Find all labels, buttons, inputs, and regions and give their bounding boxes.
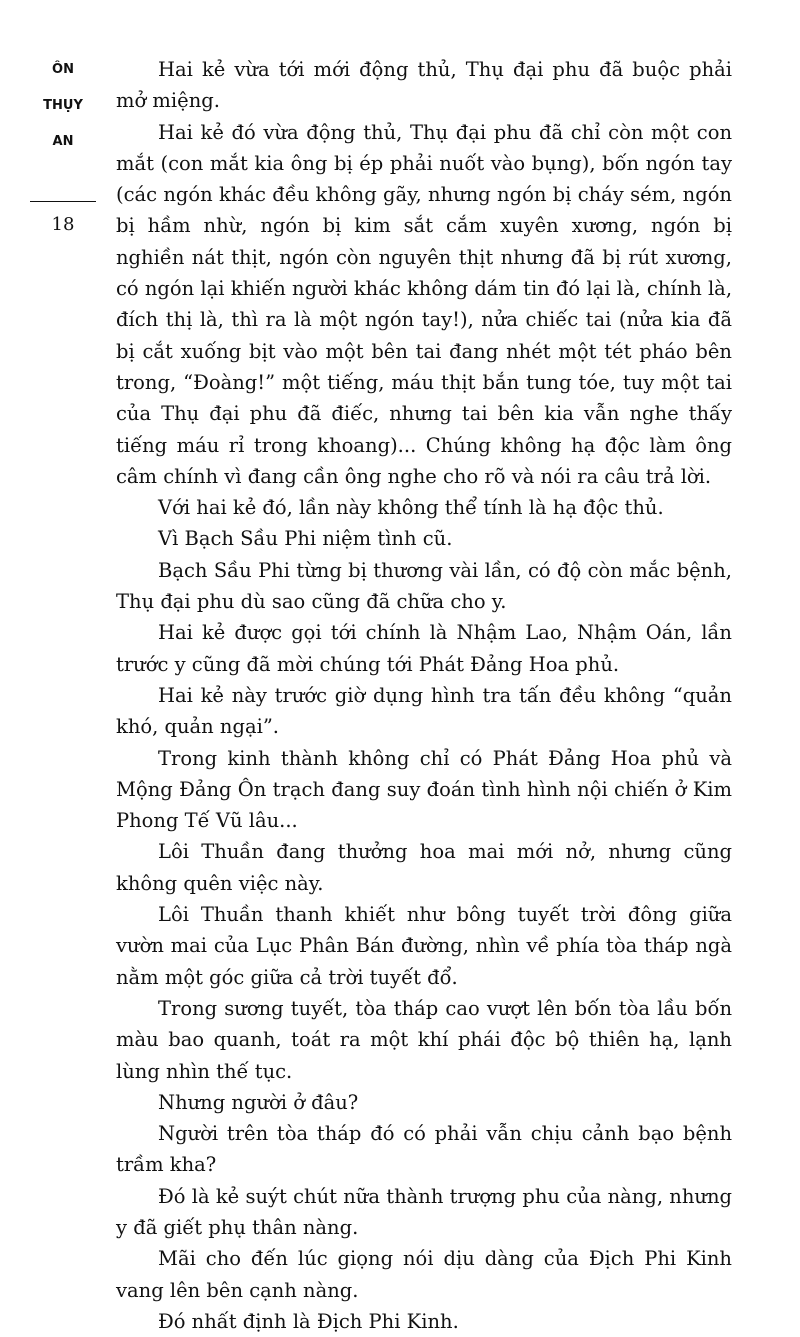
running-header-line: AN — [52, 134, 74, 149]
paragraph: Người trên tòa tháp đó có phải vẫn chịu cảnh bạo bệnh trầm kha? — [116, 1122, 732, 1177]
paragraph: Lôi Thuần đang thưởng hoa mai mới nở, nhưng cũng không quên việc này. — [116, 840, 732, 895]
header-divider — [30, 201, 96, 202]
paragraph: Đó nhất định là Địch Phi Kinh. — [158, 1309, 459, 1333]
paragraph: Hai kẻ được gọi tới chính là Nhậm Lao, Nhậm Oán, lần trước y cũng đã mời chúng tới Phát Đảng Hoa phủ. — [116, 621, 732, 676]
paragraph: Hai kẻ này trước giờ dụng hình tra tấn đều không “quản khó, quản ngại”. — [116, 683, 732, 739]
running-header-line: THỤY — [43, 98, 83, 113]
paragraph: Đó là kẻ suýt chút nữa thành trượng phu của nàng, nhưng y đã giết phụ thân nàng. — [116, 1184, 732, 1239]
paragraph: Hai kẻ đó vừa động thủ, Thụ đại phu đã chỉ còn một con mắt (con mắt kia ông bị ép phải nuốt vào bụng), bốn ngón tay (các ngón khác đều không gãy, nhưng ngón bị cháy sém, ngón bị hầm nhừ, ngón bị kim sắt cắm xuyên xương, ngón bị nghiền nát thịt, ngón còn nguyên thịt nhưng đã bị rút xương, có ngón lại khiến người khác không dám tin đó lại là, chính là, đích thị là, thì ra là một ngón tay!), nửa chiếc tai (nửa kia đã bị cắt xuống bịt vào một bên tai đang nhét một tét pháo bên trong, “Đoàng!” một tiếng, máu thịt bắn tung tóe, tuy một tai của Thụ đại phu đã điếc, nhưng tai bên kia vẫn nghe thấy tiếng máu rỉ trong khoang)... Chúng không hạ độc làm ông câm chính vì đang cần ông nghe cho rõ và nói ra câu trả lời. — [116, 120, 733, 488]
body-text — [116, 54, 732, 1337]
paragraph: Với hai kẻ đó, lần này không thể tính là hạ độc thủ. — [158, 496, 664, 520]
paragraph: Mãi cho đến lúc giọng nói dịu dàng của Địch Phi Kinh vang lên bên cạnh nàng. — [116, 1247, 732, 1302]
paragraph: Trong kinh thành không chỉ có Phát Đảng Hoa phủ và Mộng Đảng Ôn trạch đang suy đoán tình hình nội chiến ở Kim Phong Tế Vũ lâu... — [116, 746, 732, 833]
paragraph: Lôi Thuần thanh khiết như bông tuyết trời đông giữa vườn mai của Lục Phân Bán đường, nhìn về phía tòa tháp ngà nằm một góc giữa cả trời tuyết đổ. — [116, 903, 732, 989]
page-number: 18 — [51, 214, 75, 235]
paragraph: Trong sương tuyết, tòa tháp cao vượt lên bốn tòa lầu bốn màu bao quanh, toát ra một khí phái độc bộ thiên hạ, lạnh lùng nhìn thế tục. — [116, 996, 732, 1083]
paragraph: Nhưng người ở đâu? — [158, 1090, 359, 1114]
running-header — [30, 52, 96, 160]
running-header-line: ÔN — [52, 62, 74, 77]
paragraph: Vì Bạch Sầu Phi niệm tình cũ. — [158, 527, 453, 551]
paragraph: Bạch Sầu Phi từng bị thương vài lần, có độ còn mắc bệnh, Thụ đại phu dù sao cũng đã chữa cho y. — [116, 558, 732, 614]
paragraph: Hai kẻ vừa tới mới động thủ, Thụ đại phu đã buộc phải mở miệng. — [116, 58, 732, 113]
